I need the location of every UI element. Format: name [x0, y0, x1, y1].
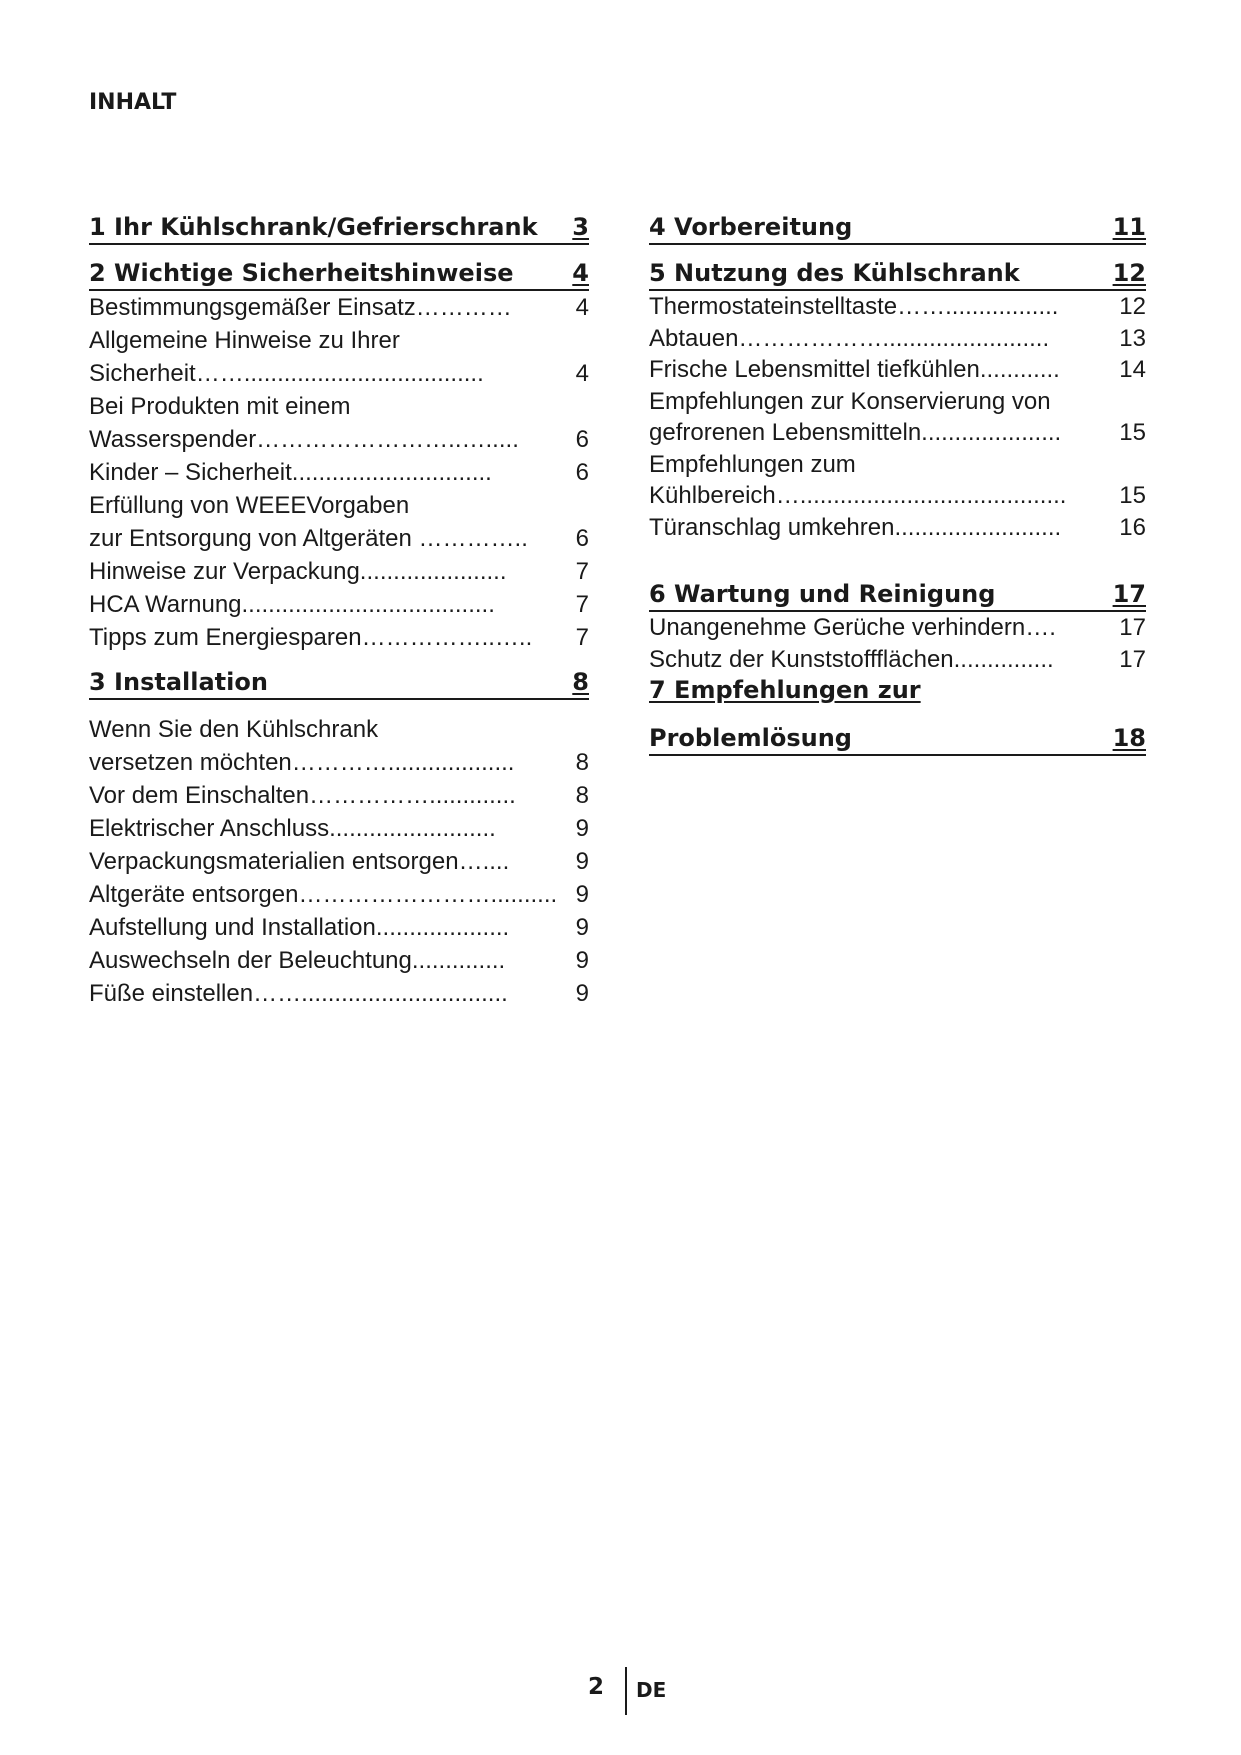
entry-page: 16 — [1119, 513, 1146, 541]
entry-text: Türanschlag umkehren......................... — [649, 513, 1062, 541]
toc-entry[interactable] — [89, 845, 589, 878]
section-title: 1 Ihr Kühlschrank/Gefrierschrank — [89, 213, 538, 241]
toc-entry[interactable] — [649, 449, 1146, 512]
section-title: 3 Installation — [89, 668, 268, 696]
entry-page: 9 — [575, 947, 589, 974]
toc-section-7-line1[interactable]: 7 Empfehlungen zur — [649, 676, 921, 704]
entry-text: Bei Produkten mit einem Wasserspender……………………..…..... — [89, 393, 519, 453]
entry-page: 17 — [1119, 614, 1146, 641]
entry-text: Erfüllung von WEEEVorgaben zur Entsorgung von Altgeräten ………….. — [89, 492, 528, 552]
toc-entry[interactable] — [649, 386, 1146, 449]
section-title: 6 Wartung und Reinigung — [649, 580, 996, 608]
toc-entry[interactable] — [89, 588, 589, 621]
entry-page: 15 — [1119, 419, 1146, 446]
section-page: 8 — [572, 668, 589, 696]
entry-page: 9 — [575, 980, 589, 1007]
entry-text: Hinweise zur Verpackung...................... — [89, 558, 507, 585]
toc-entry[interactable] — [649, 291, 1146, 323]
entry-page: 9 — [575, 815, 589, 842]
section-page: 11 — [1112, 213, 1146, 241]
entry-text: Tipps zum Energiesparen……………..….. — [89, 624, 533, 651]
entry-text: Verpackungsmaterialien entsorgen….... — [89, 848, 510, 875]
entry-page: 6 — [575, 426, 589, 453]
entry-text: Füße einstellen……............................... — [89, 980, 508, 1007]
entry-page: 7 — [575, 591, 589, 618]
entry-page: 6 — [575, 525, 589, 552]
toc-section-6-entries — [649, 612, 1146, 675]
toc-section-4[interactable] — [649, 212, 1146, 245]
toc-section-3[interactable] — [89, 667, 589, 700]
entry-text: Unangenehme Gerüche verhindern…. — [649, 614, 1056, 641]
entry-page: 12 — [1119, 293, 1146, 320]
entry-page: 6 — [575, 459, 589, 486]
section-title: Problemlösung — [649, 724, 852, 752]
toc-entry[interactable] — [89, 621, 589, 654]
toc-entry[interactable] — [89, 489, 589, 555]
entry-text: Allgemeine Hinweise zu Ihrer Sicherheit…….................................... — [89, 327, 484, 387]
toc-entry[interactable] — [89, 713, 589, 779]
language-code: DE — [636, 1678, 667, 1702]
page-title: INHALT — [89, 90, 177, 115]
entry-text: Abtauen………………......................... — [649, 324, 1050, 352]
page-number: 2 — [588, 1674, 605, 1700]
toc-section-2[interactable] — [89, 258, 589, 291]
toc-entry[interactable] — [89, 779, 589, 812]
entry-text: Bestimmungsgemäßer Einsatz………… — [89, 294, 512, 321]
section-page: 18 — [1112, 724, 1146, 752]
entry-page: 14 — [1119, 356, 1146, 383]
entry-page: 17 — [1119, 645, 1146, 673]
entry-text: Auswechseln der Beleuchtung.............. — [89, 947, 506, 974]
toc-section-6[interactable] — [649, 579, 1146, 612]
entry-text: Vor dem Einschalten……………............. — [89, 782, 516, 809]
entry-page: 8 — [575, 782, 589, 809]
toc-section-7[interactable] — [649, 723, 1146, 756]
toc-section-5-entries — [649, 291, 1146, 543]
section-page: 4 — [572, 259, 589, 287]
toc-entry[interactable] — [89, 390, 589, 456]
toc-section-1[interactable] — [89, 212, 589, 245]
entry-page: 15 — [1119, 482, 1146, 509]
entry-text: Schutz der Kunststoffflächen............... — [649, 645, 1054, 673]
entry-text: Kinder – Sicherheit.............................. — [89, 459, 492, 486]
toc-entry[interactable] — [89, 324, 589, 390]
toc-section-5[interactable] — [649, 258, 1146, 291]
entry-text: Aufstellung und Installation.................... — [89, 914, 510, 941]
entry-text: Elektrischer Anschluss......................... — [89, 815, 496, 842]
entry-text: Thermostateinstelltaste……................. — [649, 293, 1059, 320]
entry-page: 9 — [575, 848, 589, 875]
entry-text: Empfehlungen zur Konservierung von gefrorenen Lebensmitteln..................... — [649, 387, 1062, 446]
toc-entry[interactable] — [89, 944, 589, 977]
toc-entry[interactable] — [89, 456, 589, 489]
section-page: 17 — [1112, 580, 1146, 608]
toc-left-column — [89, 212, 589, 1010]
footer-divider — [625, 1667, 627, 1715]
toc-entry[interactable] — [649, 612, 1146, 644]
entry-text: Altgeräte entsorgen…………………….......... — [89, 881, 558, 908]
entry-page: 4 — [575, 360, 589, 387]
entry-page: 13 — [1119, 324, 1146, 352]
entry-page: 7 — [575, 558, 589, 585]
section-title: 2 Wichtige Sicherheitshinweise — [89, 259, 514, 287]
toc-entry[interactable] — [649, 512, 1146, 544]
toc-entry[interactable] — [89, 911, 589, 944]
section-title: 5 Nutzung des Kühlschrank — [649, 259, 1020, 287]
entry-page: 9 — [575, 881, 589, 908]
entry-page: 4 — [575, 294, 589, 321]
toc-entry[interactable] — [89, 291, 589, 324]
section-title: 4 Vorbereitung — [649, 213, 853, 241]
entry-text: Empfehlungen zum Kühlbereich…........................................ — [649, 450, 1067, 509]
section-page: 3 — [572, 213, 589, 241]
entry-text: HCA Warnung...................................... — [89, 591, 495, 618]
toc-entry[interactable] — [89, 812, 589, 845]
entry-text: Wenn Sie den Kühlschrank versetzen möchten…………................... — [89, 716, 515, 776]
entry-page: 8 — [575, 749, 589, 776]
entry-text: Frische Lebensmittel tiefkühlen............ — [649, 356, 1060, 383]
toc-entry[interactable] — [89, 878, 589, 911]
toc-section-2-entries — [89, 291, 589, 654]
toc-entry[interactable] — [649, 323, 1146, 355]
entry-page: 9 — [575, 914, 589, 941]
section-page: 12 — [1112, 259, 1146, 287]
toc-entry[interactable] — [649, 644, 1146, 676]
toc-right-column — [649, 212, 1146, 756]
toc-entry[interactable] — [649, 354, 1146, 386]
toc-entry[interactable] — [89, 977, 589, 1010]
toc-entry[interactable] — [89, 555, 589, 588]
toc-section-3-entries — [89, 713, 589, 1010]
entry-page: 7 — [575, 624, 589, 651]
